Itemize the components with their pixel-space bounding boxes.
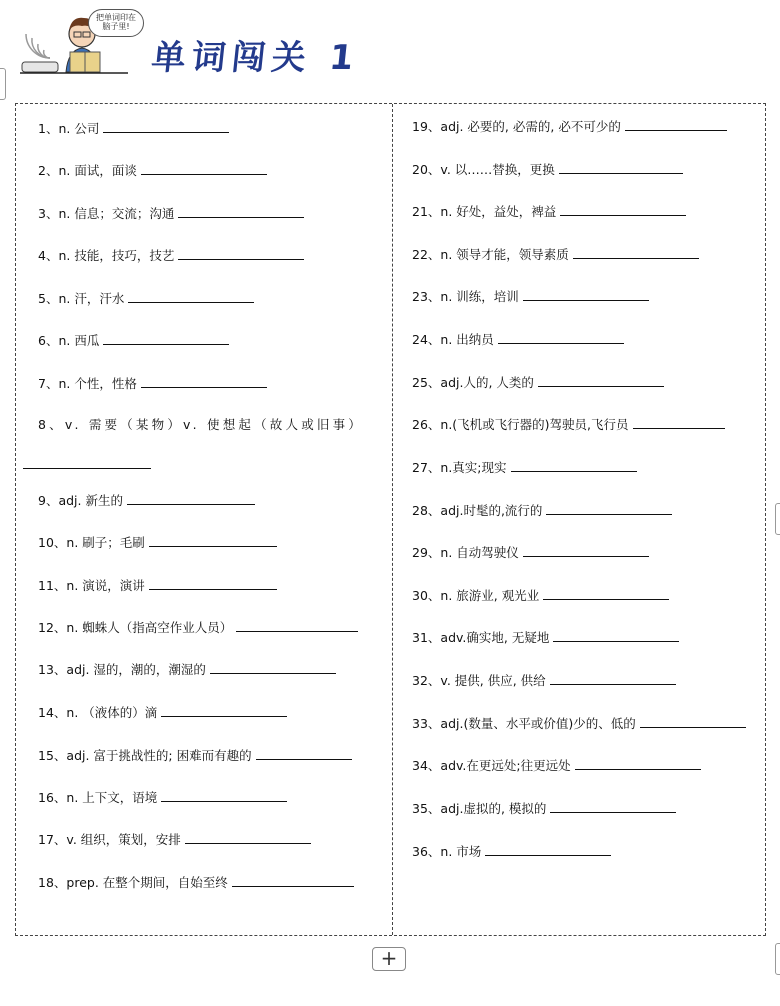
answer-blank[interactable] — [550, 672, 676, 685]
vocab-item-8: 8、v. 需要（某物）v. 使想起（故人或旧事） — [38, 417, 365, 432]
answer-blank[interactable] — [149, 577, 277, 590]
vocab-item-2: 2、n. 面试，面谈 — [38, 162, 267, 179]
right-page-handle-lower[interactable] — [775, 943, 780, 975]
vocab-item-13: 13、adj. 湿的，潮的，潮湿的 — [38, 661, 336, 678]
add-page-button[interactable]: + — [372, 947, 406, 971]
answer-blank[interactable] — [161, 704, 287, 717]
answer-blank[interactable] — [128, 290, 254, 303]
vocab-item-21: 21、n. 好处，益处，裨益 — [412, 203, 686, 220]
vocab-item-16: 16、n. 上下文，语境 — [38, 789, 287, 806]
answer-blank[interactable] — [178, 205, 304, 218]
right-page-handle[interactable] — [775, 503, 780, 535]
vocab-item-11: 11、n. 演说，演讲 — [38, 577, 277, 594]
bubble-line-1: 把单词印在 — [96, 13, 136, 22]
answer-blank[interactable] — [640, 715, 746, 728]
column-divider — [392, 104, 393, 935]
left-page-handle[interactable] — [0, 68, 6, 100]
answer-blank[interactable] — [149, 534, 277, 547]
worksheet-frame — [15, 103, 766, 936]
answer-blank[interactable] — [103, 120, 229, 133]
answer-blank[interactable] — [559, 161, 683, 174]
answer-blank[interactable] — [573, 246, 699, 259]
answer-blank[interactable] — [103, 332, 229, 345]
vocab-item-14: 14、n. （液体的）滴 — [38, 704, 287, 721]
vocab-item-22: 22、n. 领导才能，领导素质 — [412, 246, 699, 263]
vocab-item-23: 23、n. 训练，培训 — [412, 288, 649, 305]
answer-blank[interactable] — [633, 416, 725, 429]
answer-blank[interactable] — [543, 587, 669, 600]
vocab-item-5: 5、n. 汗，汗水 — [38, 290, 254, 307]
answer-blank[interactable] — [553, 629, 679, 642]
answer-blank[interactable] — [256, 747, 352, 760]
vocab-item-12: 12、n. 蜘蛛人（指高空作业人员） — [38, 619, 358, 636]
vocab-item-1: 1、n. 公司 — [38, 120, 229, 137]
vocab-item-35: 35、adj.虚拟的, 模拟的 — [412, 800, 676, 817]
vocab-item-32: 32、v. 提供, 供应, 供给 — [412, 672, 676, 689]
bubble-line-2: 脑子里! — [102, 22, 130, 31]
vocab-item-9: 9、adj. 新生的 — [38, 492, 255, 509]
answer-blank[interactable] — [141, 162, 267, 175]
vocab-item-36: 36、n. 市场 — [412, 843, 611, 860]
answer-blank[interactable] — [511, 459, 637, 472]
answer-blank[interactable] — [23, 456, 151, 469]
vocab-item-7: 7、n. 个性，性格 — [38, 375, 267, 392]
vocab-item-10: 10、n. 刷子；毛刷 — [38, 534, 277, 551]
speech-bubble — [88, 9, 144, 37]
answer-blank[interactable] — [546, 502, 672, 515]
vocab-item-8-blank-line — [23, 456, 151, 473]
vocab-item-15: 15、adj. 富于挑战性的; 困难而有趣的 — [38, 747, 352, 764]
vocab-item-33: 33、adj.(数量、水平或价值)少的、低的 — [412, 715, 746, 732]
vocab-item-25: 25、adj.人的, 人类的 — [412, 374, 664, 391]
answer-blank[interactable] — [523, 544, 649, 557]
answer-blank[interactable] — [498, 331, 624, 344]
page-header — [0, 0, 780, 90]
answer-blank[interactable] — [232, 874, 354, 887]
answer-blank[interactable] — [178, 247, 304, 260]
answer-blank[interactable] — [161, 789, 287, 802]
vocab-item-3: 3、n. 信息；交流；沟通 — [38, 205, 304, 222]
answer-blank[interactable] — [523, 288, 649, 301]
vocab-item-18: 18、prep. 在整个期间，自始至终 — [38, 874, 354, 891]
vocab-item-4: 4、n. 技能，技巧，技艺 — [38, 247, 304, 264]
vocab-item-20: 20、v. 以……替换，更换 — [412, 161, 683, 178]
page-title: 单词闯关 1 — [149, 38, 362, 78]
vocab-item-28: 28、adj.时髦的,流行的 — [412, 502, 672, 519]
vocab-item-30: 30、n. 旅游业, 观光业 — [412, 587, 669, 604]
answer-blank[interactable] — [485, 843, 611, 856]
answer-blank[interactable] — [560, 203, 686, 216]
vocab-item-34: 34、adv.在更远处;往更远处 — [412, 757, 701, 774]
vocab-item-29: 29、n. 自动驾驶仪 — [412, 544, 649, 561]
vocab-item-27: 27、n.真实;现实 — [412, 459, 637, 476]
answer-blank[interactable] — [575, 757, 701, 770]
vocab-item-26: 26、n.(飞机或飞行器的)驾驶员,飞行员 — [412, 416, 725, 433]
answer-blank[interactable] — [550, 800, 676, 813]
answer-blank[interactable] — [210, 661, 336, 674]
vocab-item-24: 24、n. 出纳员 — [412, 331, 624, 348]
answer-blank[interactable] — [141, 375, 267, 388]
vocab-item-6: 6、n. 西瓜 — [38, 332, 229, 349]
vocab-item-17: 17、v. 组织，策划，安排 — [38, 831, 311, 848]
answer-blank[interactable] — [625, 118, 727, 131]
vocab-item-31: 31、adv.确实地, 无疑地 — [412, 629, 679, 646]
answer-blank[interactable] — [538, 374, 664, 387]
answer-blank[interactable] — [185, 831, 311, 844]
vocab-item-19: 19、adj. 必要的, 必需的, 必不可少的 — [412, 118, 727, 135]
answer-blank[interactable] — [236, 619, 358, 632]
answer-blank[interactable] — [127, 492, 255, 505]
